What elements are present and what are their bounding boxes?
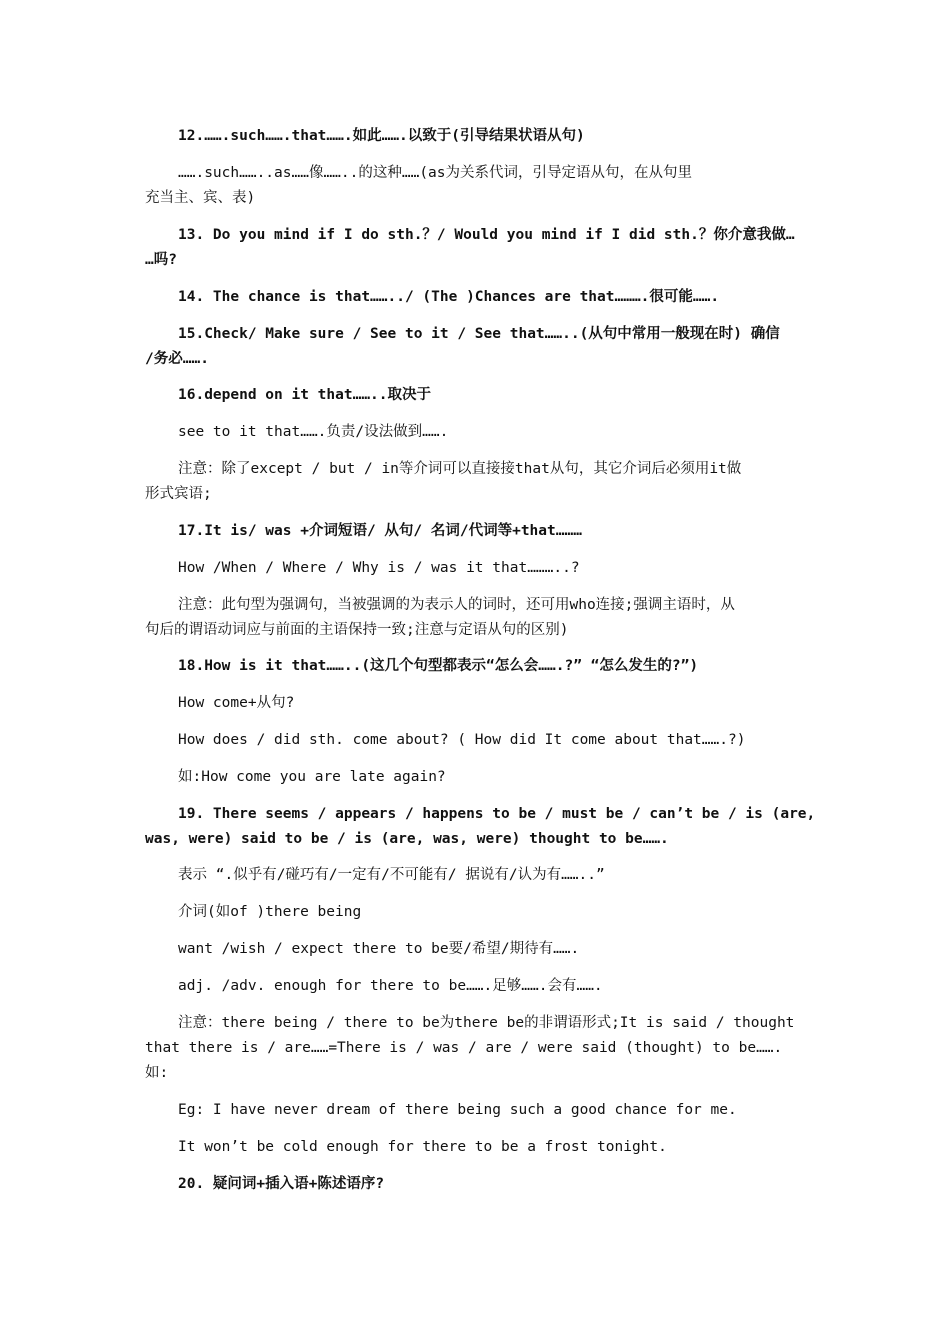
item-19-example-1: Eg: I have never dream of there being such a good chance for me.: [178, 1102, 737, 1118]
item-18-example-1: How come+从句?: [178, 695, 295, 711]
item-16-example: see to it that…….负责/设法做到…….: [178, 424, 449, 440]
item-19-heading: 19. There seems / appears / happens to be / must be / can’t be / is (are, was, were) said to be / is (are, was, were) thought to be…….: [145, 806, 816, 847]
item-17-note: 注意：此句型为强调句，当被强调的为表示人的词时，还可用who连接;强调主语时，从 句后的谓语动词应与前面的主语保持一致;注意与定语从句的区别): [145, 597, 735, 638]
item-18-example-3: 如:How come you are late again?: [178, 769, 446, 785]
item-19-example-2: It won’t be cold enough for there to be a frost tonight.: [178, 1139, 667, 1155]
item-20-heading: 20. 疑问词+插入语+陈述语序?: [178, 1176, 385, 1192]
item-12-heading: 12.…….such…….that…….如此…….以致于(引导结果状语从句): [178, 128, 585, 144]
item-19-note: 注意：there being / there to be为there be的非谓语形式;It is said / thought that there is / are……=There is / was / are / were said (thought) to be……. 如:: [145, 1015, 795, 1081]
item-15-heading: 15.Check/ Make sure / See to it / See that……..(从句中常用一般现在时) 确信 /务必…….: [145, 326, 780, 367]
item-18-example-2: How does / did sth. come about? ( How did It come about that…….?): [178, 732, 746, 748]
item-19-meaning: 表示 “.似乎有/碰巧有/一定有/不可能有/ 据说有/认为有……..”: [178, 867, 605, 883]
item-13-heading: 13. Do you mind if I do sth.？/ Would you mind if I did sth.？你介意我做… …吗?: [145, 227, 795, 268]
item-19-form-1: 介词(如of )there being: [178, 904, 362, 920]
item-16-heading: 16.depend on it that……..取决于: [178, 387, 432, 403]
item-19-form-2: want /wish / expect there to be要/希望/期待有…….: [178, 941, 580, 957]
item-17-heading: 17.It is/ was +介词短语/ 从句/ 名词/代词等+that………: [178, 523, 582, 539]
item-19-form-3: adj. /adv. enough for there to be…….足够…….会有…….: [178, 978, 603, 994]
item-14-heading: 14. The chance is that……../ (The )Chances are that……….很可能…….: [178, 289, 720, 305]
item-12-note: …….such……..as……像……..的这种……(as为关系代词，引导定语从句，在从句里 充当主、宾、表): [145, 165, 693, 206]
item-17-example: How /When / Where / Why is / was it that………..?: [178, 560, 580, 576]
item-16-note: 注意：除了except / but / in等介词可以直接接that从句，其它介词后必须用it做 形式宾语;: [145, 461, 742, 502]
item-18-heading: 18.How is it that……..(这几个句型都表示“怎么会…….?” “怎么发生的?”): [178, 658, 699, 674]
